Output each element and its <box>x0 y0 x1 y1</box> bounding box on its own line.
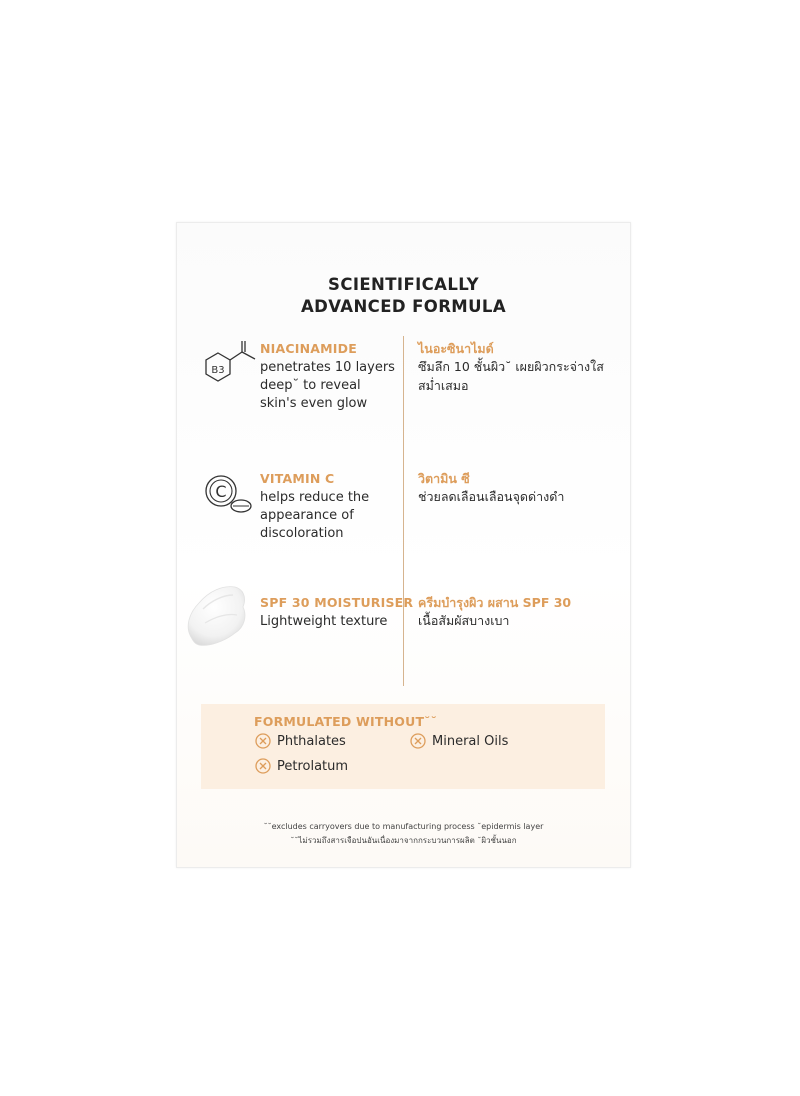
spf-moisturiser-label: SPF 30 MOISTURISER <box>260 595 414 610</box>
excluded-item-phthalates <box>255 733 346 749</box>
product-info-card <box>176 222 631 868</box>
vitamin-c-icon-text: C <box>215 482 227 501</box>
excluded-x-icon <box>255 733 271 749</box>
excluded-item-label: Mineral Oils <box>432 733 509 749</box>
column-divider <box>403 336 404 686</box>
excluded-item-label: Petrolatum <box>277 758 349 774</box>
b3-icon-text: B3 <box>211 365 225 376</box>
excluded-x-icon <box>410 733 426 749</box>
niacinamide-thai-description: ซึมลึก 10 ชั้นผิว˘ เผยผิวกระจ่างใส สม่ำเสมอ <box>418 359 604 393</box>
niacinamide-description: penetrates 10 layers deep˘ to reveal skin's even glow <box>260 360 395 411</box>
spf-moisturiser-description: Lightweight texture <box>260 614 388 629</box>
vitamin-c-description: helps reduce the appearance of discoloration <box>260 490 370 541</box>
excluded-item-label: Phthalates <box>277 733 346 749</box>
excluded-x-icon <box>255 758 271 774</box>
spf-moisturiser-thai-label: ครีมบำรุงผิว ผสาน SPF 30 <box>418 595 572 610</box>
heading-line-2: ADVANCED FORMULA <box>300 297 507 316</box>
b3-molecule-icon <box>203 341 259 383</box>
vitamin-c-label: VITAMIN C <box>260 471 335 486</box>
excluded-item-mineral-oils <box>410 733 508 749</box>
formulated-without-panel <box>201 704 605 789</box>
spf-moisturiser-thai-description: เนื้อสัมผัสบางเบา <box>418 613 510 628</box>
cream-swatch-icon <box>183 579 253 651</box>
excluded-item-petrolatum <box>255 758 348 774</box>
vitamin-c-thai-description: ช่วยลดเลือนเลือนจุดด่างดำ <box>418 489 565 504</box>
niacinamide-label: NIACINAMIDE <box>260 341 357 356</box>
formulated-without-title: FORMULATED WITHOUT˘˘ <box>254 714 438 729</box>
niacinamide-thai-label: ไนอะซินาไมด์ <box>418 341 494 356</box>
heading-line-1: SCIENTIFICALLY <box>328 275 479 294</box>
footnote-english: ˘˘excludes carryovers due to manufacturing process ˘epidermis layer <box>263 822 544 831</box>
vitamin-c-icon <box>203 471 255 517</box>
footnote-thai: ˘˘ไม่รวมถึงสารเจือปนอันเนื่องมาจากกระบวนการผลิต ˘ผิวชั้นนอก <box>290 836 517 845</box>
vitamin-c-thai-label: วิตามิน ซี <box>418 471 470 486</box>
